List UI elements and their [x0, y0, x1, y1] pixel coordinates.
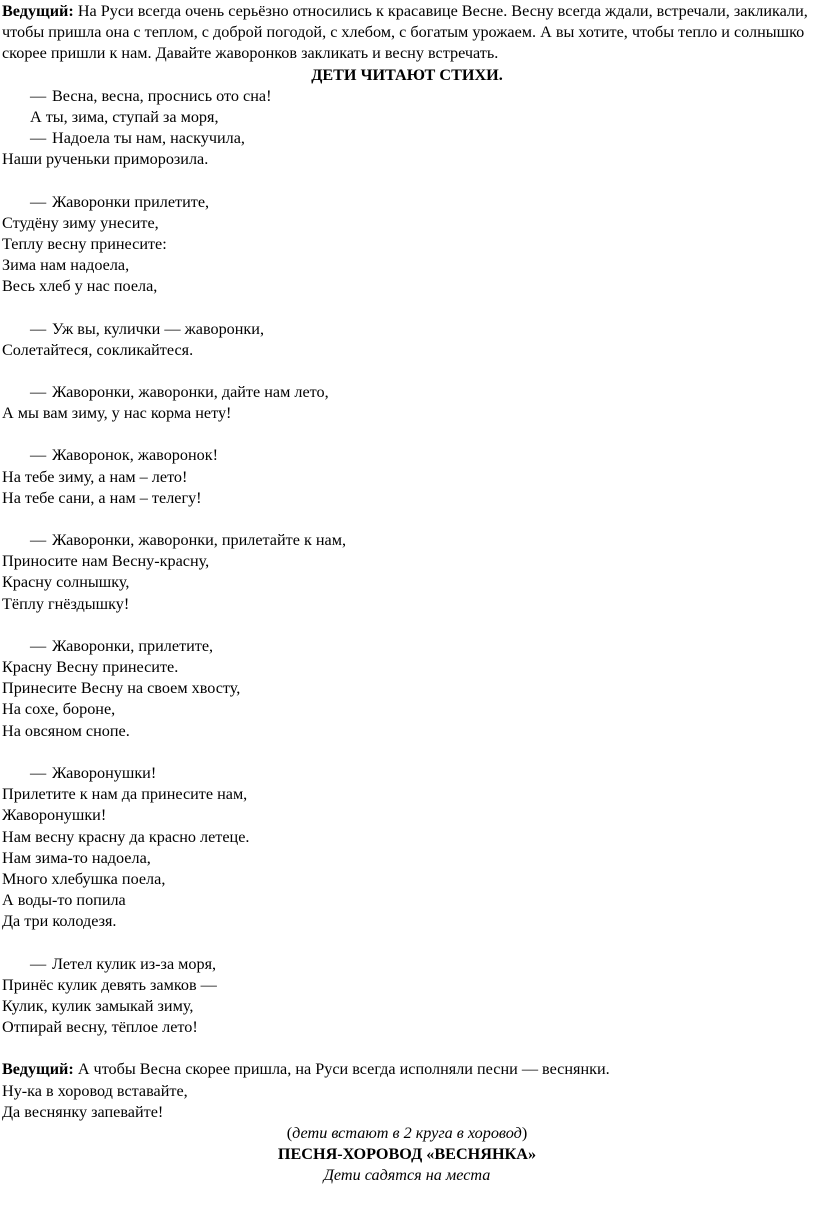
poem-line: Теплу весну принесите:	[2, 235, 167, 254]
final-direction: Дети садятся на места	[323, 1166, 491, 1185]
stanza-8	[2, 763, 812, 933]
poem-line: Отпирай весну, тёплое лето!	[2, 1018, 198, 1037]
poem-line: Прилетите к нам да принесите нам,	[2, 785, 248, 804]
poem-line: Красну солнышку,	[2, 573, 130, 592]
outro-line-2: Ну-ка в хоровод вставайте,	[2, 1081, 188, 1100]
stanza-7	[2, 636, 812, 742]
poem-line: Наши рученьки приморозила.	[2, 150, 209, 169]
poem-line: А ты, зима, ступай за моря,	[30, 108, 219, 127]
stage-direction: (дети встают в 2 круга в хоровод)	[286, 1123, 528, 1142]
poem-line: Принесите Весну на своем хвосту,	[2, 679, 241, 698]
song-title: ПЕСНЯ-ХОРОВОД «ВЕСНЯНКА»	[277, 1145, 537, 1164]
poem-line: На тебе сани, а нам – телегу!	[2, 488, 202, 507]
poem-line: Студёну зиму унесите,	[2, 213, 159, 232]
poem-line: — Надоела ты нам, наскучила,	[2, 128, 812, 149]
poem-line: — Уж вы, кулички — жаворонки,	[2, 319, 812, 340]
outro-paragraph	[2, 1059, 812, 1080]
stanza-9	[2, 954, 812, 1039]
intro-paragraph	[2, 0, 812, 65]
dash: —	[30, 383, 47, 402]
poem-line: — Жаворонки, жаворонки, прилетайте к нам,	[2, 530, 812, 551]
outro-line-3: Да веснянку запевайте!	[2, 1102, 164, 1121]
section-heading: ДЕТИ ЧИТАЮТ СТИХИ.	[311, 65, 503, 84]
intro-speaker: Ведущий:	[2, 2, 74, 20]
poem-line: Принёс кулик девять замков —	[2, 975, 217, 994]
poem-line: На тебе зиму, а нам – лето!	[2, 467, 188, 486]
dash: —	[30, 763, 47, 782]
dash: —	[30, 192, 47, 211]
poem-line: Да три колодезя.	[2, 912, 117, 931]
stanza-5	[2, 445, 812, 509]
poem-line: — Жаворонки прилетите,	[2, 192, 812, 213]
poem-line: А мы вам зиму, у нас корма нету!	[2, 404, 232, 423]
dash: —	[30, 319, 47, 338]
poem-line: Весь хлеб у нас поела,	[2, 277, 158, 296]
poem-line: На овсяном снопе.	[2, 721, 130, 740]
poem-line: — Жаворонушки!	[2, 763, 812, 784]
stanza-1	[2, 86, 812, 171]
outro-text: А чтобы Весна скорее пришла, на Руси всегда исполняли песни — веснянки.	[73, 1060, 610, 1079]
poem-line: Зима нам надоела,	[2, 256, 130, 275]
outro-speaker: Ведущий:	[2, 1060, 74, 1079]
poem-line: Нам зима-то надоела,	[2, 848, 151, 867]
poem-line: Нам весну красну да красно летеце.	[2, 827, 250, 846]
poem-line: А воды-то попила	[2, 891, 126, 910]
dash: —	[30, 636, 47, 655]
poem-line: Тёплу гнёздышку!	[2, 594, 130, 613]
intro-text: На Руси всегда очень серьёзно относились к красавице Весне. Весну всегда ждали, встречали, закликали, чтобы пришла она с теплом, с доброй погодой, с хлебом, с богатым урожаем. А вы хотите, чтобы тепло и солнышко скорее пришли к нам. Давайте жаворонков закликать и весну встречать.	[2, 2, 808, 63]
stanza-3	[2, 319, 812, 361]
poem-line: — Летел кулик из-за моря,	[2, 954, 812, 975]
poem-line: На сохе, бороне,	[2, 700, 116, 719]
stanza-4	[2, 382, 812, 424]
poem-line: Жаворонушки!	[2, 806, 107, 825]
dash: —	[30, 86, 47, 105]
poem-line: — Весна, весна, проснись ото сна!	[2, 86, 812, 107]
stanza-2	[2, 192, 812, 298]
dash: —	[30, 129, 47, 148]
poem-line: Много хлебушка поела,	[2, 869, 166, 888]
poem-line: Красну Весну принесите.	[2, 658, 179, 677]
stanza-6	[2, 530, 812, 615]
dash: —	[30, 954, 47, 973]
dash: —	[30, 531, 47, 550]
poem-line: — Жаворонки, прилетите,	[2, 636, 812, 657]
poem-line: Кулик, кулик замыкай зиму,	[2, 996, 194, 1015]
poem-line: — Жаворонки, жаворонки, дайте нам лето,	[2, 382, 812, 403]
poem-line: Приносите нам Весну-красну,	[2, 552, 210, 571]
poem-line: — Жаворонок, жаворонок!	[2, 445, 812, 466]
dash: —	[30, 446, 47, 465]
poem-line: Солетайтеся, сокликайтеся.	[2, 340, 194, 359]
